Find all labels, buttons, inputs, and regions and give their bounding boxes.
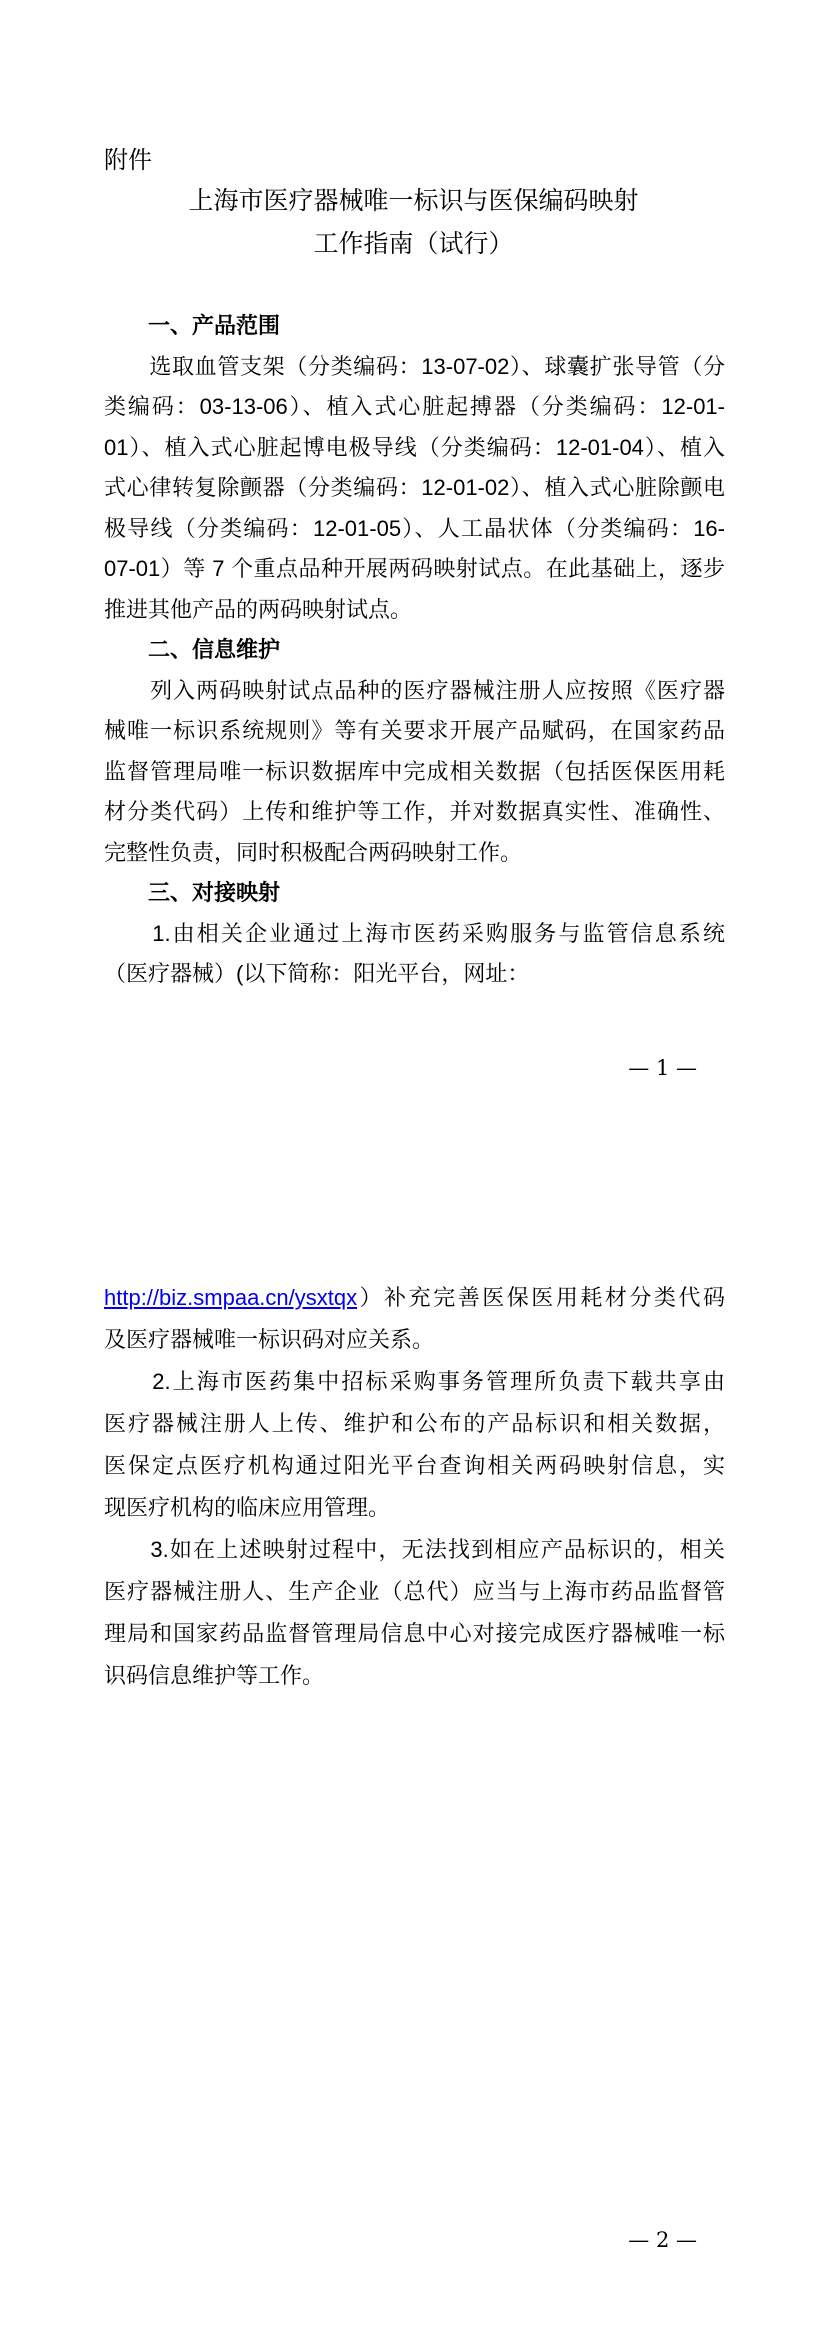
section-heading: 一、产品范围: [104, 313, 281, 338]
text-line: 3.如在上述映射过程中，无法找到相应产品标识的，相关: [104, 1537, 725, 1562]
attachment-label: 附件: [104, 147, 152, 174]
document-title-line2: 工作指南（试行）: [313, 230, 514, 258]
page-2-body: [104, 1277, 725, 1697]
text-line: 材分类代码）上传和维护等工作，并对数据真实性、准确性、: [104, 799, 725, 824]
section-heading: 二、信息维护: [104, 637, 281, 662]
text-line: 2.上海市医药集中招标采购事务管理所负责下载共享由: [104, 1369, 725, 1394]
page-1-body: [104, 306, 725, 995]
text-line: 列入两码映射试点品种的医疗器械注册人应按照《医疗器: [104, 677, 725, 703]
text-line: 选取血管支架（分类编码：13-07-02）、球囊扩张导管（分: [104, 353, 725, 379]
text-line: 医疗器械注册人、生产企业（总代）应当与上海市药品监督管: [104, 1579, 725, 1604]
text-line: 识码信息维护等工作。: [104, 1663, 325, 1688]
text-line: 医保定点医疗机构通过阳光平台查询相关两码映射信息，实: [104, 1453, 725, 1478]
text-line: 01）、植入式心脏起博电极导线（分类编码：12-01-04）、植入: [104, 434, 725, 460]
text-line: 推进其他产品的两码映射试点。: [104, 596, 413, 622]
text-line: [104, 1277, 725, 1319]
text-line: （医疗器械）(以下简称：阳光平台，网址：: [104, 961, 530, 986]
text-line: 理局和国家药品监督管理局信息中心对接完成医疗器械唯一标: [104, 1621, 725, 1646]
text-line: 及医疗器械唯一标识码对应关系。: [104, 1327, 435, 1352]
text-segment: ）补充完善医保医用耗材分类代码: [357, 1285, 725, 1310]
text-line: 极导线（分类编码：12-01-05）、人工晶状体（分类编码：16-: [104, 515, 725, 541]
text-line: 1.由相关企业通过上海市医药采购服务与监管信息系统: [104, 920, 725, 946]
text-line: 07-01）等 7 个重点品种开展两码映射试点。在此基础上，逐步: [104, 556, 725, 581]
text-line: 械唯一标识系统规则》等有关要求开展产品赋码，在国家药品: [104, 718, 725, 743]
document-title-line1: 上海市医疗器械唯一标识与医保编码映射: [188, 187, 639, 215]
sunshine-platform-url-link[interactable]: http://biz.smpaa.cn/ysxtqx: [104, 1285, 358, 1310]
section-heading: 三、对接映射: [104, 880, 281, 905]
text-line: 类编码：03-13-06）、植入式心脏起搏器（分类编码：12-01-: [104, 394, 725, 419]
page-number: — 1 —: [628, 1056, 697, 1080]
text-line: 完整性负责，同时积极配合两码映射工作。: [104, 839, 523, 865]
text-line: 式心律转复除颤器（分类编码：12-01-02）、植入式心脏除颤电: [104, 475, 725, 500]
text-line: 现医疗机构的临床应用管理。: [104, 1495, 391, 1520]
page-number: — 2 —: [628, 2228, 697, 2252]
text-line: 医疗器械注册人上传、维护和公布的产品标识和相关数据，: [104, 1411, 725, 1436]
page-2: [0, 1170, 827, 2340]
text-line: 监督管理局唯一标识数据库中完成相关数据（包括医保医用耗: [104, 758, 725, 784]
